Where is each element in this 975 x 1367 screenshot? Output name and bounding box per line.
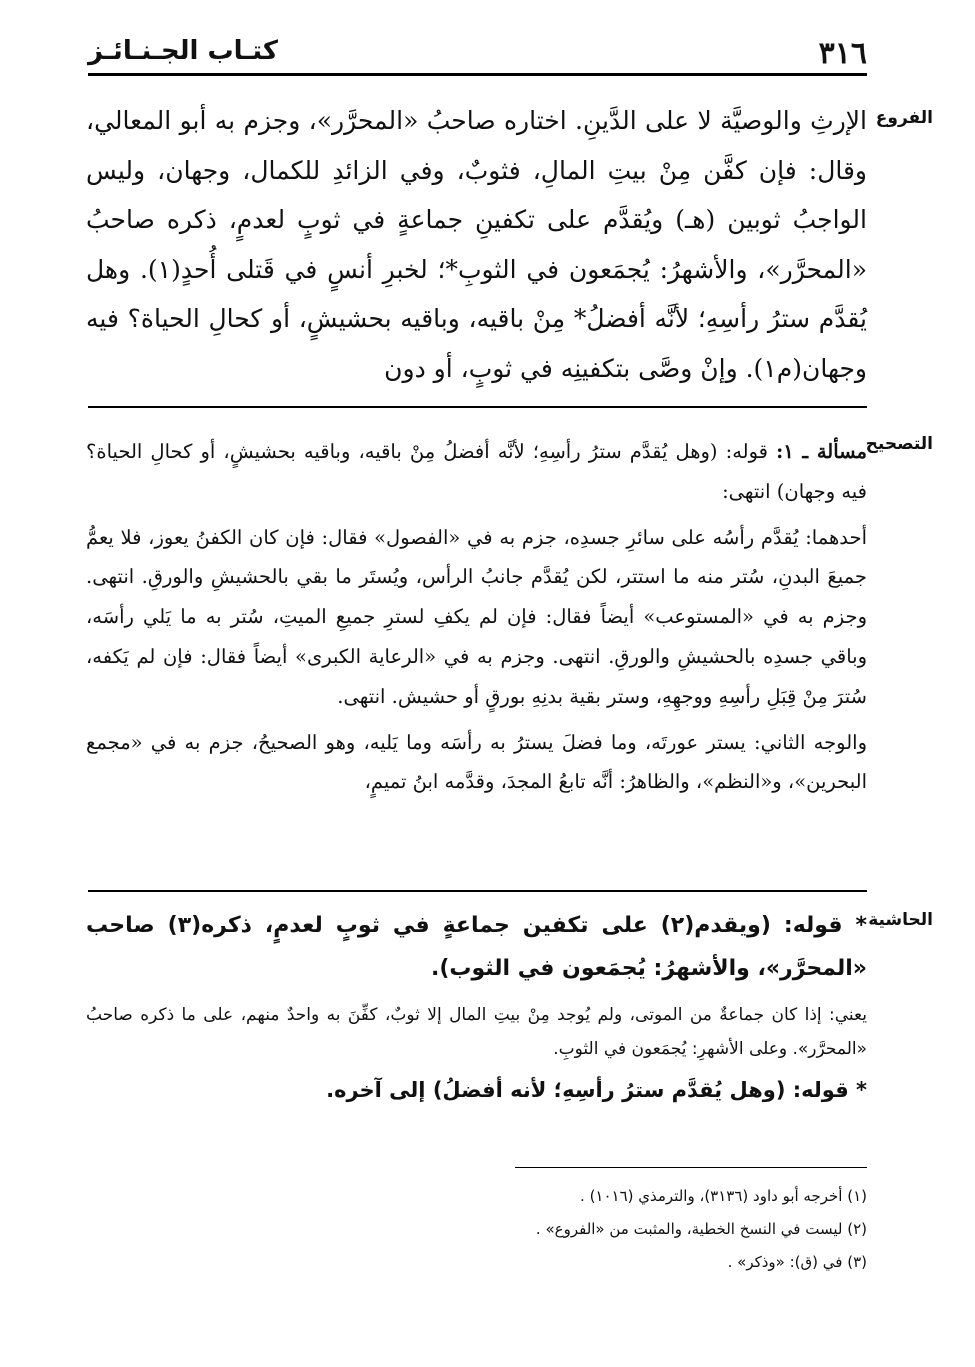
masala-heading: مسألة ـ ١: [776,440,867,463]
section-divider-2 [88,890,867,892]
tashih-paragraph-2: أحدهما: يُقدَّم رأسُه على سائرِ جسدِه، جزم به في «الفصول» فقال: فإن كان الكفنُ يعوز، فلا يعمُّ جميعَ البدنِ، سُتر منه ما استتر، لكن يُقدَّم جانبُ الرأس، ويُستَر ما بقي بالحشيشِ والورقِ. انتهى. وجزم به في «المستوعب» أيضاً فقال: فإن لم يكفِ لسترِ جميعِ الميتِ، سُتر به ما يَلي رأسَه، وباقي جسدِه بالحشيشِ والورقِ. انتهى. وجزم به في «الرعاية الكبرى» أيضاً فقال: فإن لم يَكفه، سُترَ مِنْ قِبَلِ رأسِهِ ووجهِهِ، وستر بقية بدنِهِ بورقٍ أو حشيش. انتهى. [86,525,867,708]
section-label-hashiya: الحاشية [868,910,933,930]
tashih-section [86,432,867,802]
footnote-2: (٢) ليست في النسخ الخطية، والمثبت من «الفروع» . [535,1220,867,1238]
furu-section [86,96,867,393]
section-divider-1 [88,406,867,408]
footnote-rule [515,1167,867,1168]
masala-text: قوله: (وهل يُقدَّم سترُ رأسِهِ؛ لأنَّه أفضلُ مِنْ باقيه، وباقيه بحشيشٍ، أو كحالِ الحياة؟ فيه وجهان) انتهى: [86,440,867,503]
furu-text: الإرثِ والوصيَّة لا على الدَّينِ. اختاره صاحبُ «المحرَّر»، وجزم به أبو المعالي، وقال: فإن كفَّن مِنْ بيتِ المالِ، فثوبٌ، وفي الزائدِ للكمال، وجهان، وليس الواجبُ ثوبين (هـ) ويُقدَّم على تكفينِ جماعةٍ في ثوبٍ لعدمٍ، ذكره صاحبُ «المحرَّر»، والأشهرُ: يُجمَعون في الثوبِ*؛ لخبرِ أنسٍ في قَتلى أُحدٍ(١). وهل يُقدَّم سترُ رأسِهِ؛ لأنَّه أفضلُ* مِنْ باقيه، وباقيه بحشيشٍ، أو كحالِ الحياة؟ فيه وجهان(م١). وإنْ وصَّى بتكفينِه في ثوبٍ، أو دون [86,106,868,383]
hashiya-comment: يعني: إذا كان جماعةٌ من الموتى، ولم يُوجد مِنْ بيتِ المال إلا ثوبٌ، كفِّنَ به واحدٌ منهم، على ما ذكره صاحبُ «المحرَّر». وعلى الأشهرِ: يُجمَعون في الثوبِ. [86,1005,867,1059]
section-label-furu: الفروع [875,108,933,128]
footnote-3: (٣) في (ق): «وذكر» . [727,1253,867,1271]
book-title: كتـاب الجـنـائـز [88,36,278,66]
hashiya-section [86,904,867,1110]
footnotes [200,1180,867,1279]
section-label-tashih: التصحيح [865,434,933,454]
hashiya-quote-2: * قوله: (وهل يُقدَّم سترُ رأسِهِ؛ لأنه أفضلُ) إلى آخره. [326,1078,867,1102]
tashih-paragraph-3: والوجه الثاني: يستر عورتَه، وما فضلَ يسترُ به رأسَه وما يَليه، وهو الصحيحُ، جزم به في «مجمع البحرين»، و«النظم»، والظاهرُ: أنَّه تابعُ المجدَ، وقدَّمه ابنُ تميمٍ، [86,730,867,794]
header-rule [88,73,867,76]
page-number: ٣١٦ [818,36,867,71]
footnote-1: (١) أخرجه أبو داود (٣١٣٦)، والترمذي (١٠١٦) . [580,1187,867,1205]
page-header [88,32,867,76]
hashiya-quote-1: * قوله: (ويقدم(٢) على تكفين جماعةٍ في ثوبٍ لعدمٍ، ذكره(٣) صاحب «المحرَّر»، والأشهرُ: يُجمَعون في الثوب). [86,913,867,981]
tashih-paragraph-1 [86,432,867,512]
